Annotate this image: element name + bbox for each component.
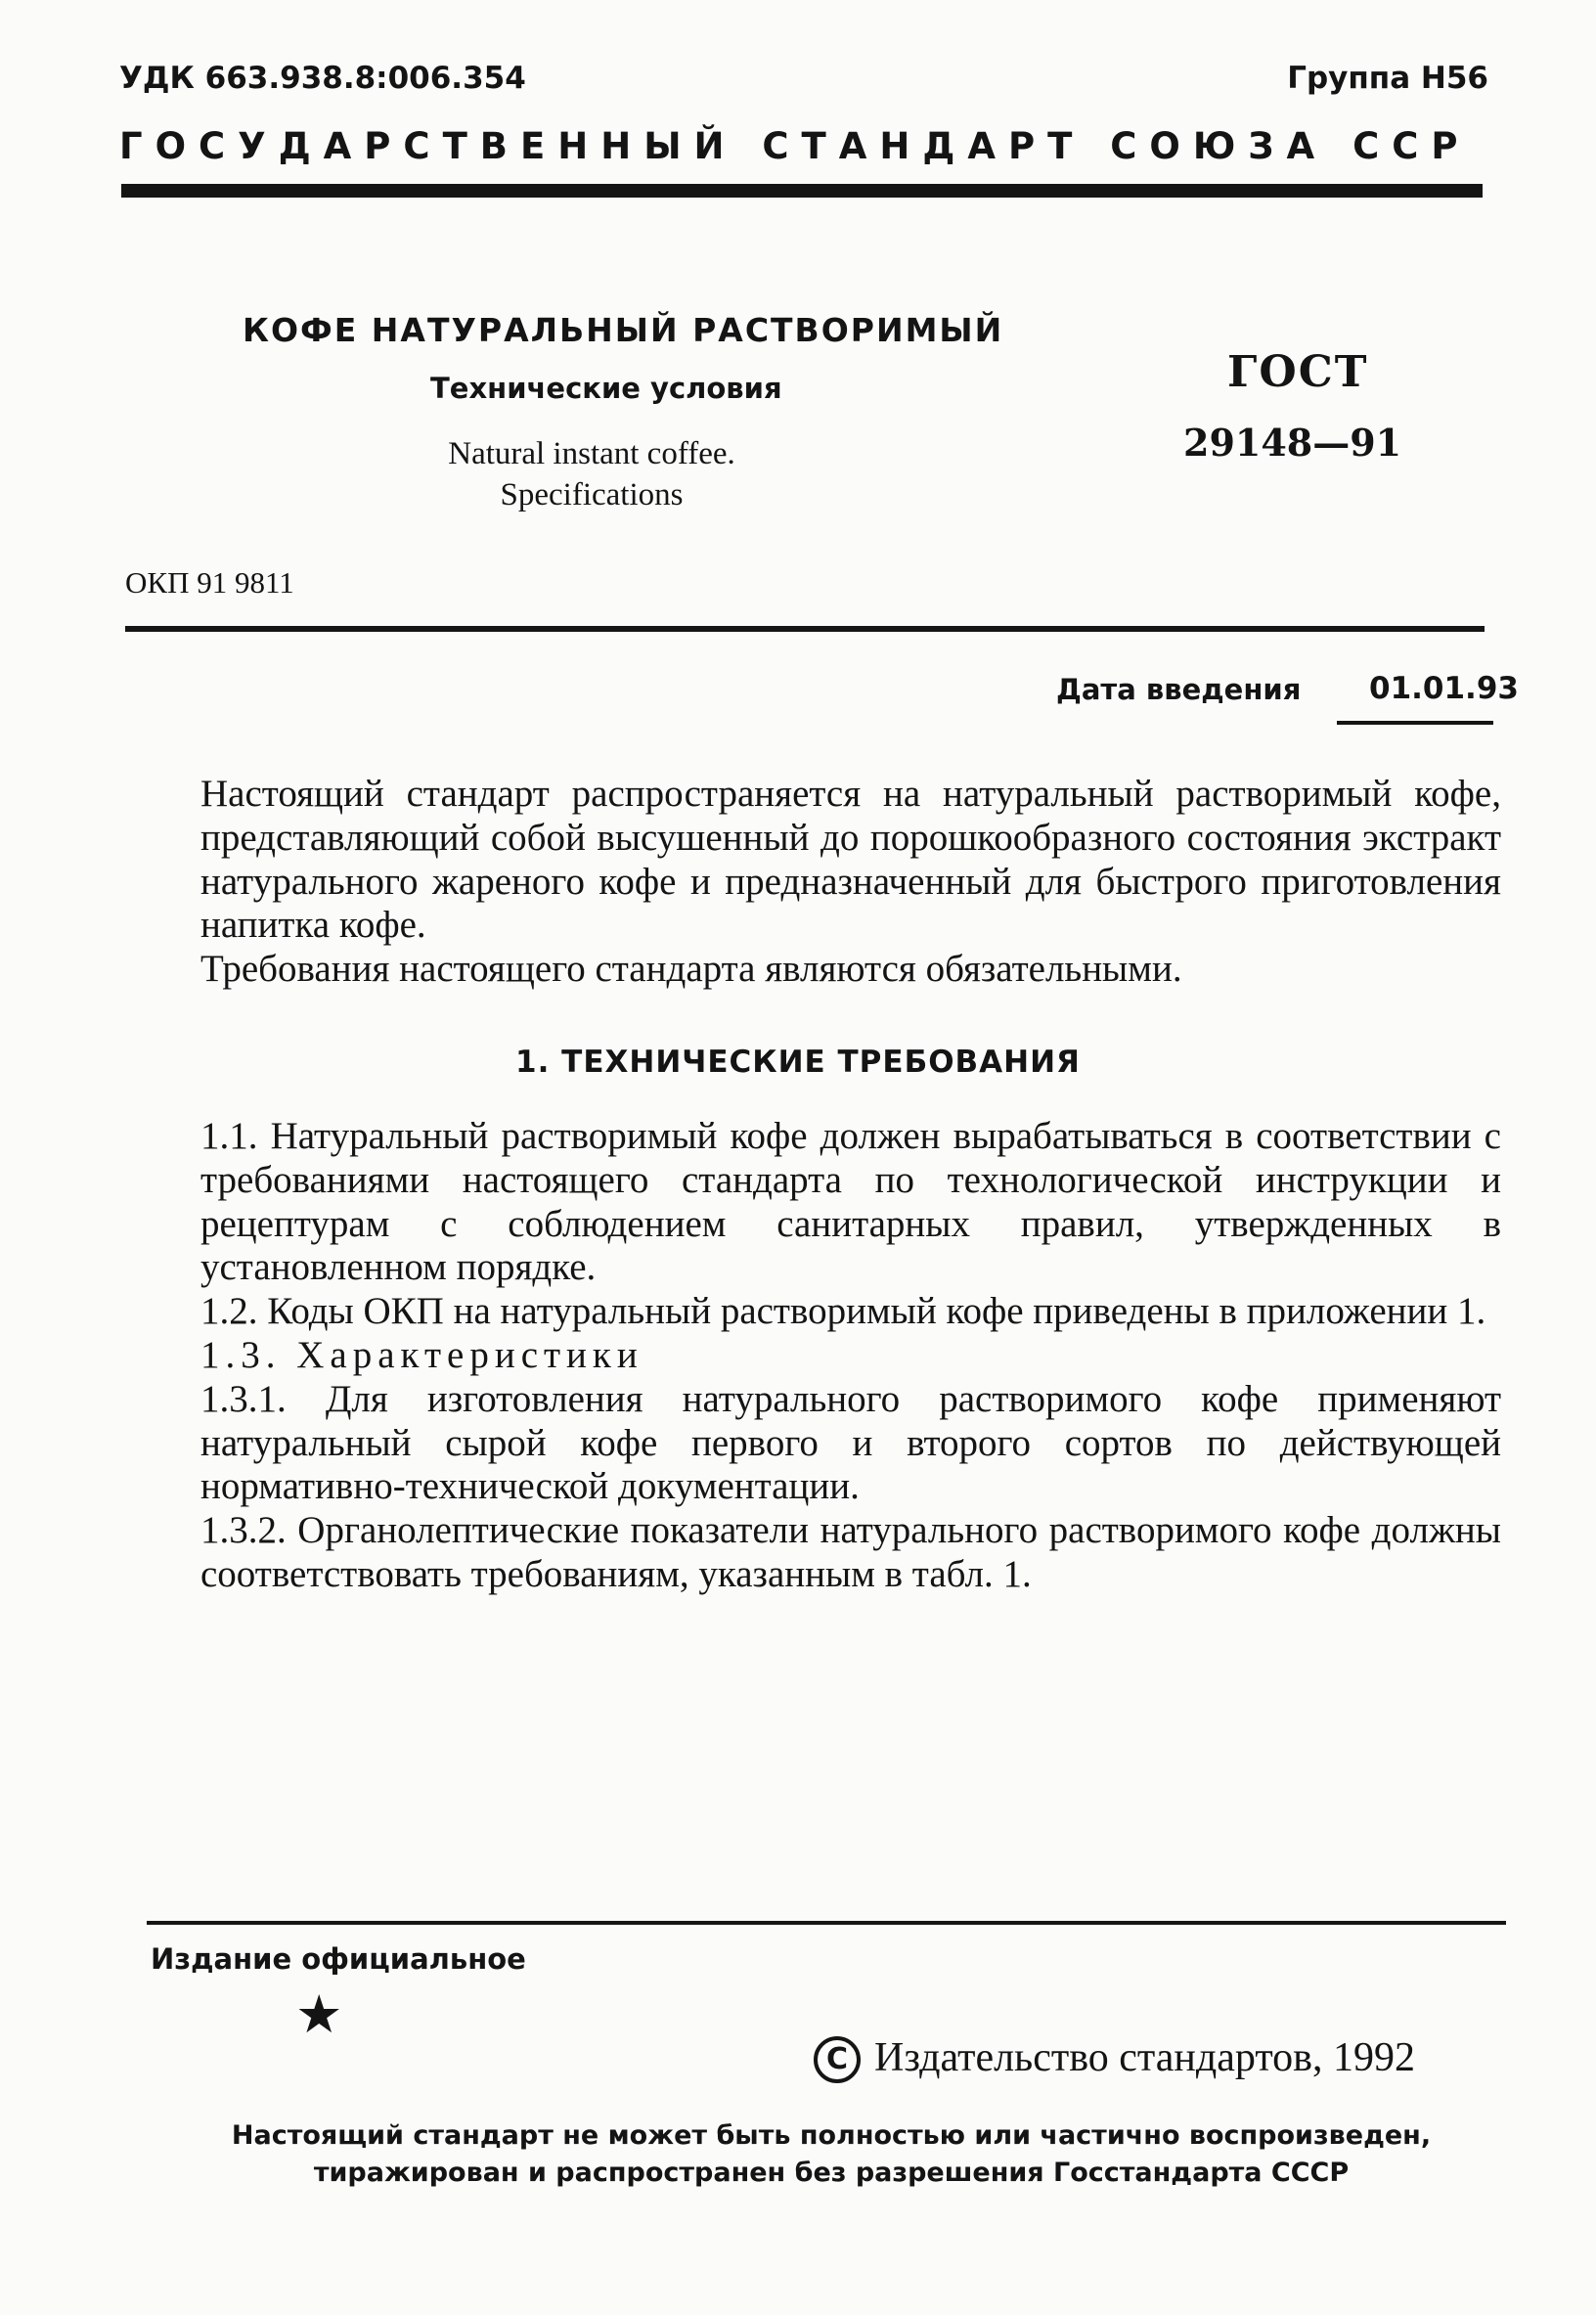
date-label: Дата введения xyxy=(1056,673,1302,706)
document-title: КОФЕ НАТУРАЛЬНЫЙ РАСТВОРИМЫЙ xyxy=(243,311,1004,349)
requirements-text xyxy=(200,1115,1501,1597)
english-title-line-1: Natural instant coffee. xyxy=(448,436,735,471)
state-standard-heading: ГОСУДАРСТВЕННЫЙ СТАНДАРТ СОЮЗА ССР xyxy=(119,125,1471,167)
clause-1-1: 1.1. Натуральный растворимый кофе должен вырабатываться в соответствии с требованиями настоящего стандарта по технологической инструкции и рецептурам с соблюдением санитарных правил, утвержденных в установленном порядке. xyxy=(200,1115,1501,1289)
date-value: 01.01.93 xyxy=(1369,671,1519,706)
gost-number: 29148—91 xyxy=(1183,421,1402,465)
footer-rule xyxy=(147,1921,1506,1925)
intro-text xyxy=(200,773,1501,992)
date-underline xyxy=(1337,721,1493,725)
clause-1-3: 1.3. Характеристики xyxy=(200,1333,643,1376)
reproduction-notice xyxy=(147,2117,1516,2192)
star-icon: ★ xyxy=(295,1985,343,2044)
notice-line-2: тиражирован и распространен без разрешения Госстандарта СССР xyxy=(313,2158,1350,2188)
clause-1-2: 1.2. Коды ОКП на натуральный растворимый кофе приведены в приложении 1. xyxy=(200,1290,1486,1333)
copyright-icon: C xyxy=(814,2036,861,2083)
english-title xyxy=(372,433,812,515)
official-edition-label: Издание официальное xyxy=(151,1942,526,1976)
document-subtitle: Технические условия xyxy=(430,372,782,405)
udk-code: УДК 663.938.8:006.354 xyxy=(119,61,526,96)
gost-label: ГОСТ xyxy=(1227,347,1369,397)
clause-1-3-1: 1.3.1. Для изготовления натурального растворимого кофе применяют натуральный сырой кофе первого и второго сортов по действующей нормативно-технической документации. xyxy=(200,1377,1501,1508)
copyright-line xyxy=(814,2034,1415,2083)
notice-line-1: Настоящий стандарт не может быть полностью или частично воспроизведен, xyxy=(231,2120,1432,2151)
intro-paragraph-1: Настоящий стандарт распространяется на натуральный растворимый кофе, представляющий собой высушенный до порошкообразного состояния экстракт натурального жареного кофе и предназначенный для быстрого приготовления напитка кофе. xyxy=(200,773,1501,947)
okp-code: ОКП 91 9811 xyxy=(125,565,294,600)
intro-paragraph-2: Требования настоящего стандарта являются обязательными. xyxy=(200,948,1182,991)
header-rule xyxy=(121,184,1483,198)
copyright-text: Издательство стандартов, 1992 xyxy=(874,2035,1415,2080)
section-heading: 1. ТЕХНИЧЕСКИЕ ТРЕБОВАНИЯ xyxy=(515,1045,1081,1080)
clause-1-3-2: 1.3.2. Органолептические показатели натурального растворимого кофе должны соответствовать требованиям, указанным в табл. 1. xyxy=(200,1509,1501,1595)
title-rule xyxy=(125,626,1485,632)
group-code: Группа Н56 xyxy=(1287,61,1488,96)
english-title-line-2: Specifications xyxy=(500,477,684,512)
